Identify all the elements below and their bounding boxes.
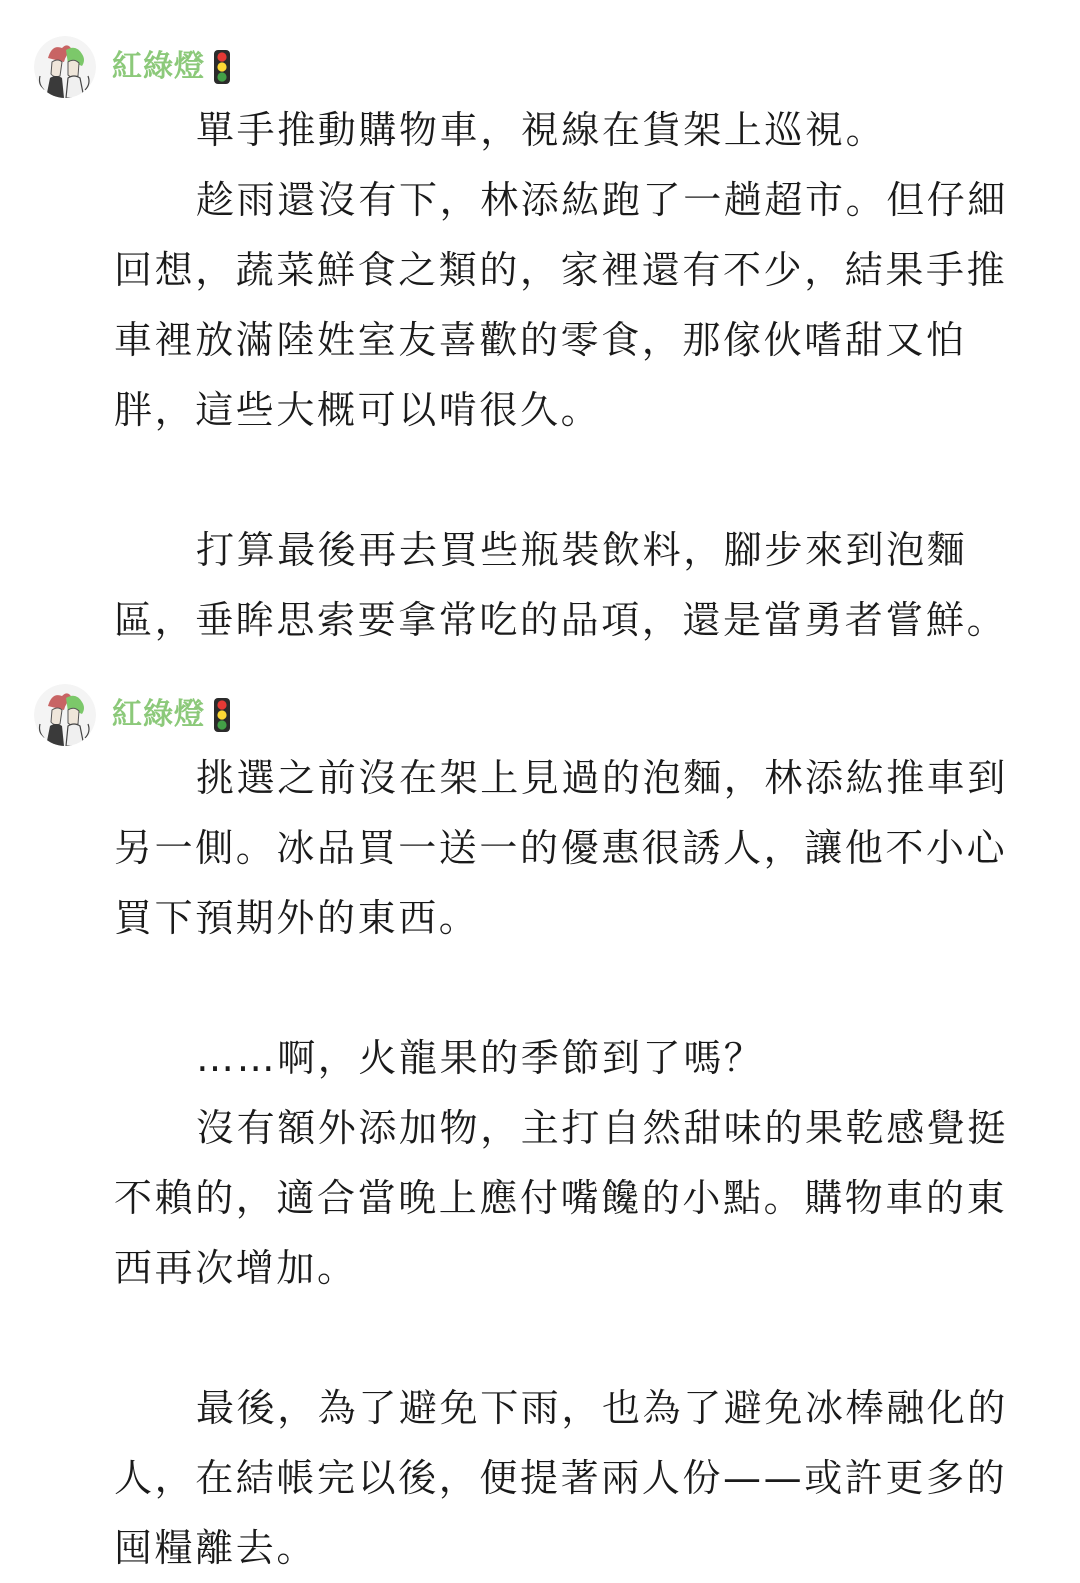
post-header	[34, 682, 231, 748]
post-body	[114, 743, 1044, 1583]
blank-line	[114, 1303, 1044, 1373]
paragraph: 趁雨還沒有下，林添紘跑了一趟超市。但仔細回想，蔬菜鮮食之類的，家裡還有不少，結果手推車裡放滿陸姓室友喜歡的零食，那傢伙嗜甜又怕胖，這些大概可以啃很久。	[114, 178, 1009, 432]
author-name[interactable]: 紅綠燈	[112, 697, 205, 732]
avatar-illustration-icon	[34, 36, 96, 98]
blank-line	[114, 953, 1044, 1023]
traffic-light-icon	[213, 697, 231, 733]
paragraph: 沒有額外添加物，主打自然甜味的果乾感覺挺不賴的，適合當晚上應付嘴饞的小點。購物車的東西再次增加。	[114, 1106, 1009, 1290]
post-header	[34, 34, 231, 100]
avatar[interactable]	[34, 36, 96, 98]
traffic-light-icon	[213, 49, 231, 85]
post-body	[114, 95, 1044, 655]
paragraph: 最後，為了避免下雨，也為了避免冰棒融化的人，在結帳完以後，便提著兩人份——或許更多的囤糧離去。	[114, 1386, 1009, 1570]
blank-line	[114, 445, 1044, 515]
paragraph: 打算最後再去買些瓶裝飲料，腳步來到泡麵區，垂眸思索要拿常吃的品項，還是當勇者嘗鮮。	[114, 528, 1008, 642]
paragraph: 單手推動購物車，視線在貨架上巡視。	[196, 108, 887, 152]
avatar[interactable]	[34, 684, 96, 746]
avatar-illustration-icon	[34, 684, 96, 746]
paragraph: ……啊，火龍果的季節到了嗎？	[196, 1036, 765, 1080]
author-name[interactable]: 紅綠燈	[112, 49, 205, 84]
paragraph: 挑選之前沒在架上見過的泡麵，林添紘推車到另一側。冰品買一送一的優惠很誘人，讓他不小心買下預期外的東西。	[114, 756, 1009, 940]
